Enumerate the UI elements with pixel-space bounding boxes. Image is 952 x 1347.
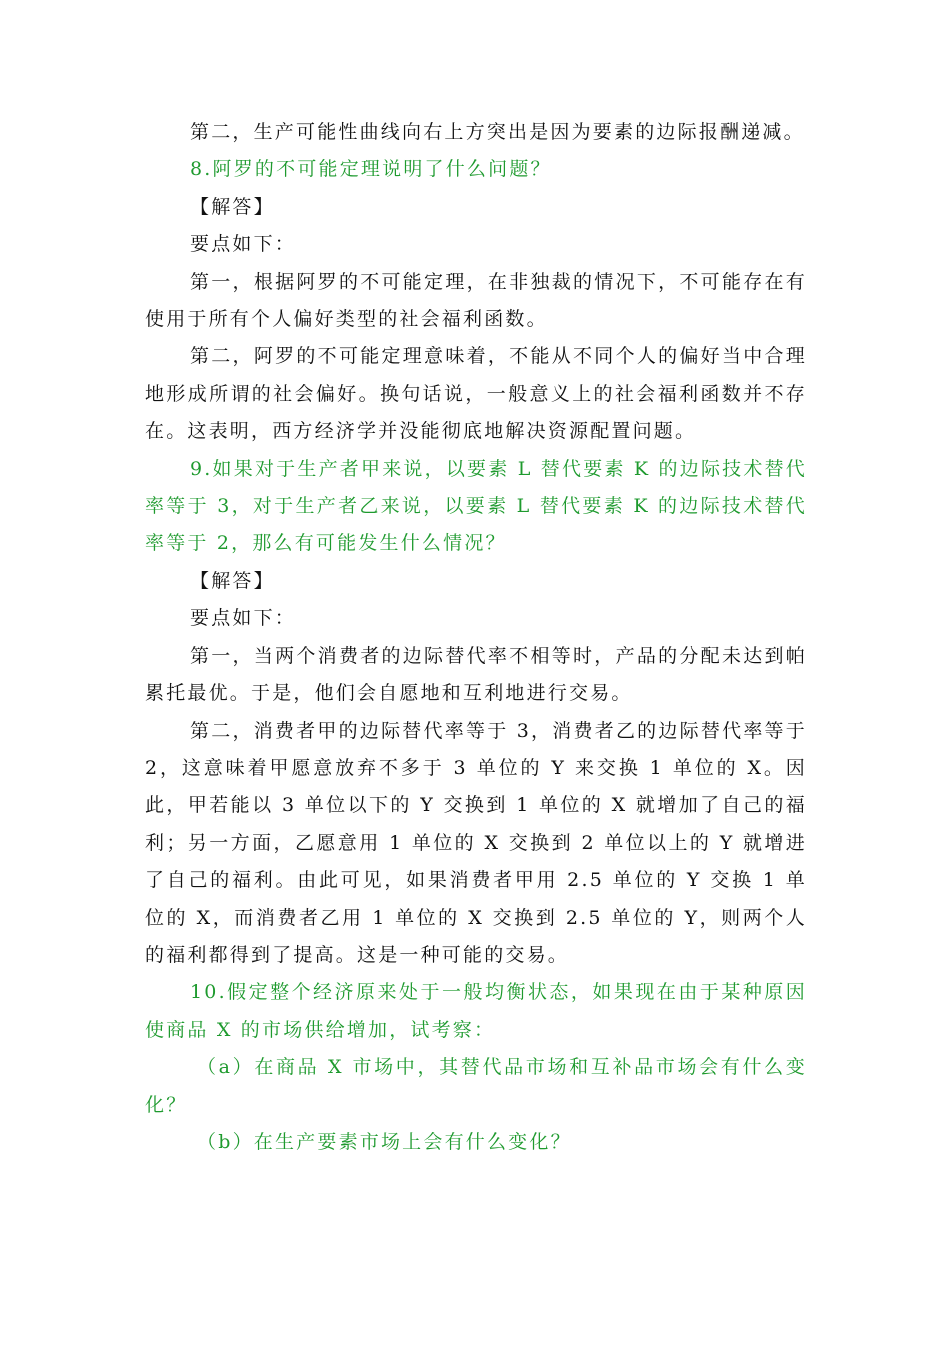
answer-9-point-2: 第二，消费者甲的边际替代率等于 3，消费者乙的边际替代率等于 2，这意味着甲愿意放弃不多于 3 单位的 Y 来交换 1 单位的 X。因此，甲若能以 3 单位以下的 Y 交换到 1 单位的 X 就增加了自己的福利；另一方面，乙愿意用 1 单位的 X 交换到 2 单位以上的 Y 就增进了自己的福利。由此可见，如果消费者甲用 2.5 单位的 Y 交换 1 单位的 X，而消费者乙用 1 单位的 X 交换到 2.5 单位的 Y，则两个人的福利都得到了提高。这是一种可能的交易。 <box>145 719 807 966</box>
document-page <box>145 114 807 1161</box>
answer-8-label: 【解答】 <box>190 195 275 218</box>
answer-8-point-1: 第一，根据阿罗的不可能定理，在非独裁的情况下，不可能存在有使用于所有个人偏好类型的社会福利函数。 <box>145 270 807 331</box>
question-9-title: 9.如果对于生产者甲来说，以要素 L 替代要素 K 的边际技术替代率等于 3，对于生产者乙来说，以要素 L 替代要素 K 的边际技术替代率等于 2，那么有可能发生什么情况？ <box>145 457 807 555</box>
question-8-title: 8.阿罗的不可能定理说明了什么问题？ <box>190 158 552 181</box>
answer-8-point-2: 第二，阿罗的不可能定理意味着，不能从不同个人的偏好当中合理地形成所谓的社会偏好。换句话说，一般意义上的社会福利函数并不存在。这表明，西方经济学并没能彻底地解决资源配置问题。 <box>145 345 807 443</box>
answer-8-key-points: 要点如下： <box>190 233 297 256</box>
question-10-part-b: （b）在生产要素市场上会有什么变化？ <box>197 1130 572 1153</box>
answer-9-point-1: 第一，当两个消费者的边际替代率不相等时，产品的分配未达到帕累托最优。于是，他们会自愿地和互利地进行交易。 <box>145 644 807 705</box>
answer-9-key-points: 要点如下： <box>190 607 297 630</box>
answer-9-label: 【解答】 <box>190 569 275 592</box>
question-10-part-a: （a）在商品 X 市场中，其替代品市场和互补品市场会有什么变化？ <box>145 1056 807 1116</box>
paragraph-production-possibility: 第二，生产可能性曲线向右上方突出是因为要素的边际报酬递减。 <box>190 121 805 143</box>
question-10-title: 10.假定整个经济原来处于一般均衡状态，如果现在由于某种原因使商品 X 的市场供给增加，试考察： <box>145 981 807 1041</box>
